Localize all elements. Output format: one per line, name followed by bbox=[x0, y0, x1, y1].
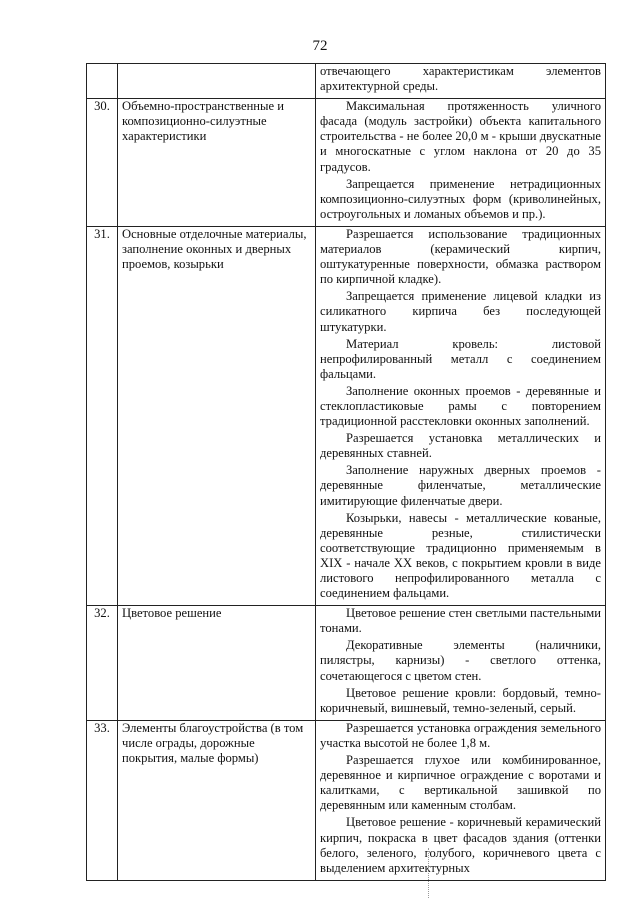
requirement-paragraph: Разрешается установка металлических и деревянных ставней. bbox=[320, 431, 601, 461]
row-number: 33. bbox=[87, 720, 118, 880]
requirement-paragraph: Максимальная протяженность уличного фасада (модуль застройки) объекта капитального строительства - не более 20,0 м - крыши двускатные и многоскатные с углом наклона от 20 до 35 градусов. bbox=[320, 99, 601, 174]
table-row-32 bbox=[87, 606, 606, 721]
requirement-paragraph: Разрешается глухое или комбинированное, деревянное и кирпичное ограждение с воротами и калитками, с вертикальной зашивкой по деревянным или каменным столбам. bbox=[320, 753, 601, 813]
requirement-paragraph: Заполнение наружных дверных проемов - деревянные филенчатые, металлические имитирующие филенчатые двери. bbox=[320, 463, 601, 508]
row-number: 32. bbox=[87, 606, 118, 721]
requirement-paragraph: Разрешается установка ограждения земельного участка высотой не более 1,8 м. bbox=[320, 720, 601, 750]
table-row-31 bbox=[87, 226, 606, 605]
row-requirements bbox=[316, 720, 606, 880]
requirement-paragraph: Запрещается применение нетрадиционных композиционно-силуэтных форм (криволинейных, остроугольных и ломаных объемов и пр.). bbox=[320, 176, 601, 221]
requirement-paragraph: Материал кровель: листовой непрофилированный металл с соединением фальцами. bbox=[320, 336, 601, 381]
row-number bbox=[87, 64, 118, 99]
row-characteristic: Элементы благоустройства (в том числе ограды, дорожные покрытия, малые формы) bbox=[118, 720, 316, 880]
row-characteristic: Основные отделочные материалы, заполнение оконных и дверных проемов, козырьки bbox=[118, 226, 316, 605]
row-characteristic: Цветовое решение bbox=[118, 606, 316, 721]
table-row-continuation bbox=[87, 64, 606, 99]
requirements-table bbox=[86, 63, 606, 881]
row-requirements bbox=[316, 64, 606, 99]
row-requirements bbox=[316, 99, 606, 227]
table-row-33 bbox=[87, 720, 606, 880]
table-row-30 bbox=[87, 99, 606, 227]
requirement-paragraph: Цветовое решение стен светлыми пастельными тонами. bbox=[320, 606, 601, 636]
row-characteristic: Объемно-пространственные и композиционно-силуэтные характеристики bbox=[118, 99, 316, 227]
row-characteristic bbox=[118, 64, 316, 99]
requirement-paragraph: отвечающего характеристикам элементов архитектурной среды. bbox=[320, 64, 601, 94]
requirement-paragraph: Цветовое решение - коричневый керамический кирпич, покраска в цвет фасадов здания (оттенки белого, зеленого, голубого, коричневого цвета с выделением архитектурных bbox=[320, 815, 601, 875]
requirement-paragraph: Запрещается применение лицевой кладки из силикатного кирпича без последующей штукатурки. bbox=[320, 289, 601, 334]
requirement-paragraph: Декоративные элементы (наличники, пилястры, карнизы) - светлого оттенка, сочетающегося с цветом стен. bbox=[320, 638, 601, 683]
requirement-paragraph: Заполнение оконных проемов - деревянные и стеклопластиковые рамы с повторением традиционной расстекловки оконных заполнений. bbox=[320, 383, 601, 429]
row-number: 31. bbox=[87, 226, 118, 605]
row-requirements bbox=[316, 226, 606, 605]
requirement-paragraph: Разрешается использование традиционных материалов (керамический кирпич, оштукатуренные поверхности, обмазка раствором по кирпичной кладке). bbox=[320, 226, 601, 287]
row-requirements bbox=[316, 606, 606, 721]
requirement-paragraph: Козырьки, навесы - металлические кованые, деревянные резные, стилистически соответствующие традиционно применяемым в XIX - начале XX веков, с покрытием кровли в виде листового непрофилированного металла с соединением фальцами. bbox=[320, 510, 601, 601]
row-number: 30. bbox=[87, 99, 118, 227]
page-number: 72 bbox=[312, 38, 328, 54]
scan-artifact-line bbox=[428, 848, 433, 898]
requirement-paragraph: Цветовое решение кровли: бордовый, темно-коричневый, вишневый, темно-зеленый, серый. bbox=[320, 685, 601, 715]
